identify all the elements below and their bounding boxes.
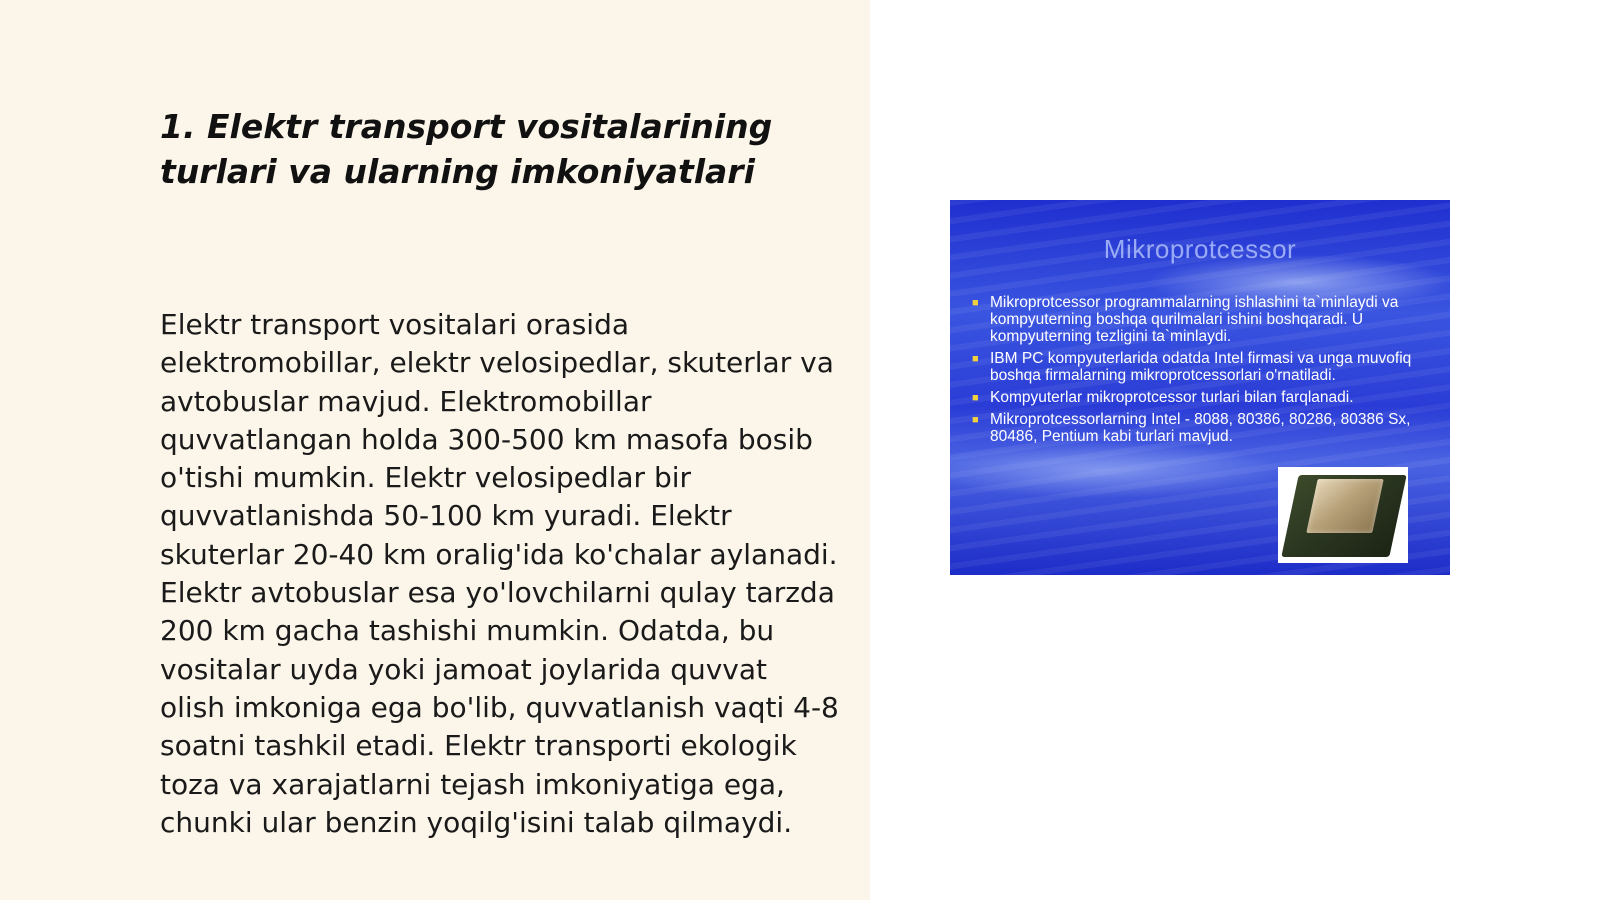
square-bullet-icon: ■ [972,353,979,365]
microprocessor-slide-image [950,200,1450,575]
image-bullet-text: Kompyuterlar mikroprotcessor turlari bilan farqlanadi. [990,389,1354,406]
image-bullet-item [972,350,1430,384]
cpu-chip-photo [1278,467,1408,563]
image-bullet-list [972,294,1430,450]
image-bullet-item [972,411,1430,445]
image-slide-title: Mikroprotcessor [1103,234,1297,264]
square-bullet-icon: ■ [972,392,979,404]
cpu-chip-heat-spreader [1306,479,1383,533]
slide-title-line-1: 1. Elektr transport vositalarining [160,107,773,146]
image-bullet-item [972,294,1430,345]
image-bullet-text: Mikroprotcessorlarning Intel - 8088, 80386, 80286, 80386 Sx, 80486, Pentium kabi turlari mavjud. [990,411,1411,445]
slide-body-text: Elektr transport vositalari orasida elektromobillar, elektr velosipedlar, skuterlar va avtobuslar mavjud. Elektromobillar quvvatlangan holda 300-500 km masofa bosib o'tishi mumkin. Elektr velosipedlar bir quvvatlanishda 50-100 km yuradi. Elektr skuterlar 20-40 km oralig'ida ko'chalar aylanadi. Elektr avtobuslar esa yo'lovchilarni qulay tarzda 200 km gacha tashishi mumkin. Odatda, bu vositalar uyda yoki jamoat joylarida quvvat olish imkoniga ega bo'lib, quvvatlanish vaqti 4-8 soatni tashkil etadi. Elektr transporti ekologik toza va xarajatlarni tejash imkoniyatiga ega, chunki ular benzin yoqilg'isini talab qilmaydi. [160,308,839,839]
image-bullet-item [972,389,1430,406]
slide-title [160,104,840,194]
image-bullet-text: IBM PC kompyuterlarida odatda Intel firmasi va unga muvofiq boshqa firmalarning mikroprotcessorlari o'rnatiladi. [990,350,1412,384]
square-bullet-icon: ■ [972,297,979,309]
square-bullet-icon: ■ [972,414,979,426]
slide-title-line-2: turlari va ularning imkoniyatlari [160,152,755,191]
image-bullet-text: Mikroprotcessor programmalarning ishlashini ta`minlaydi va kompyuterning boshqa qurilmalari ishini boshqaradi. U kompyuterning tezligini ta`minlaydi. [990,294,1399,345]
